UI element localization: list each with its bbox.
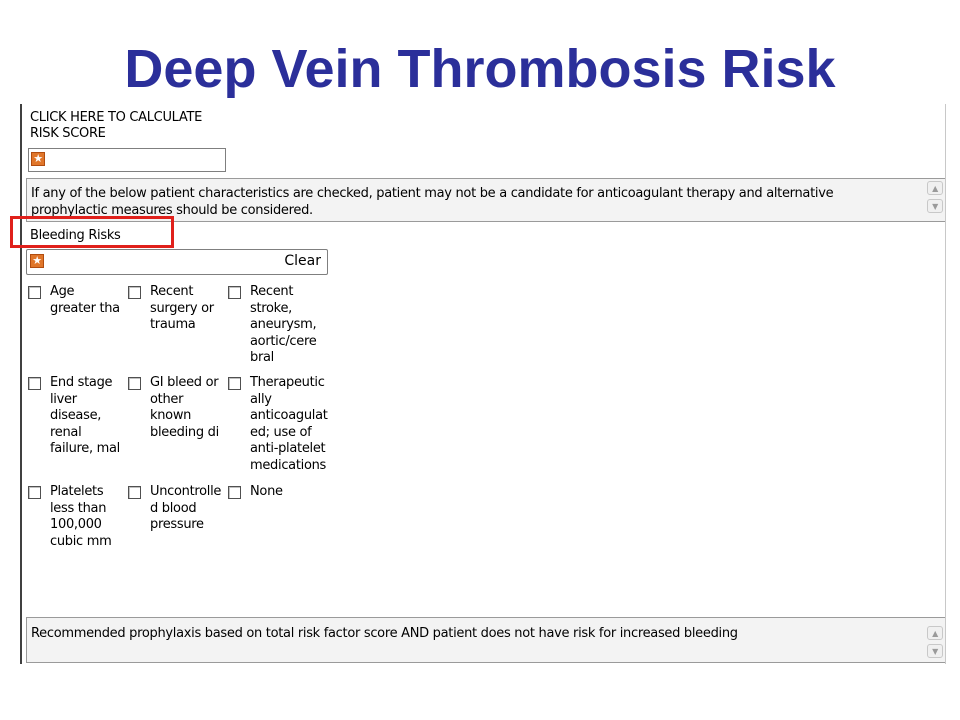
checkbox[interactable] [28,377,41,390]
option-label: Age greater tha [50,284,120,316]
scroll-down-icon[interactable]: ▼ [927,644,943,658]
option-label: End stage liver disease, renal failure, mal [50,375,120,456]
calculate-risk-label[interactable]: CLICK HERE TO CALCULATE RISK SCORE [30,110,203,141]
bleeding-risks-label: Bleeding Risks [30,228,121,243]
option-label: Therapeutic ally anticoagulat ed; use of anti-platelet medications [250,375,328,473]
warning-scrollbar[interactable] [927,181,943,219]
scroll-down-icon[interactable]: ▼ [927,199,943,213]
risk-form-panel [20,104,946,664]
checkbox[interactable] [228,377,241,390]
option-label: Recent stroke, aneurysm, aortic/cere bral [250,284,317,365]
option-label: None [250,484,283,499]
checkbox[interactable] [28,286,41,299]
slide-title: Deep Vein Thrombosis Risk [124,39,836,99]
highlight-box [10,216,174,248]
option-label: GI bleed or other known bleeding di [150,375,219,440]
warning-text: If any of the below patient characteristics are checked, patient may not be a candidate for anticoagulant therapy and alternative prophylactic measures should be considered. [31,186,834,218]
clear-button[interactable]: Clear [284,253,321,269]
bleeding-risks-field[interactable] [26,249,328,275]
recommendation-textbox [26,617,946,663]
option-label: Platelets less than 100,000 cubic mm [50,484,112,549]
option-label: Recent surgery or trauma [150,284,214,332]
checkbox[interactable] [128,286,141,299]
checkbox[interactable] [228,286,241,299]
scroll-up-icon[interactable]: ▲ [927,181,943,195]
star-icon[interactable]: ★ [30,254,44,268]
checkbox[interactable] [128,377,141,390]
panel-right-border [945,104,946,664]
checkbox[interactable] [128,486,141,499]
star-icon[interactable]: ★ [31,152,45,166]
scroll-up-icon[interactable]: ▲ [927,626,943,640]
recommendation-text: Recommended prophylaxis based on total risk factor score AND patient does not have risk for increased bleeding [31,626,738,641]
option-label: Uncontrolle d blood pressure [150,484,222,532]
checkbox[interactable] [28,486,41,499]
recommendation-scrollbar[interactable] [927,620,943,660]
calculate-risk-field[interactable] [28,148,226,172]
checkbox[interactable] [228,486,241,499]
